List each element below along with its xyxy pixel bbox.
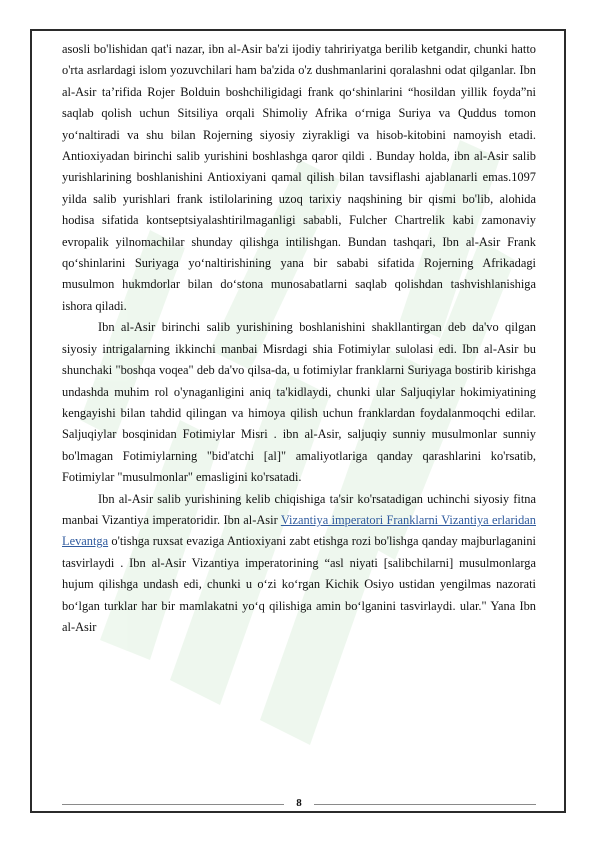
paragraph-text: Ibn al-Asir birinchi salib yurishining boshlanishini shakllantirgan deb da'vo qilgan siyosiy intrigalarning ikkinchi manbai Misrdagi shia Fotimiylar sulolasi edi. Ibn al-Asir bu shunchaki "boshqa voqea" deb da'vo qilsa-da, u fotimiylar franklarni Suriyaga bostirib kirishga undashda muhim rol o'ynaganligini aniq ta'kidlaydi, chunki ular Saljuqiylar hokimiyatining kengayishi bilan tahdid qilingan va himoya qilish uchun franklardan foydalanmoqchi edilar. Saljuqiylar bosqinidan Fotimiylar Misri . ibn al-Asir, saljuqiy sunniy musulmonlar sunniy bo'lmagan Fotimiylarning "bid'atchi [al]" amaliyotlariga qanday qarashlarini ko'rsatib, Fotimiylar "musulmonlar" emasligini ko'rsatadi. <box>62 320 536 485</box>
inline-link[interactable]: Vizantiya imperatori Franklarni Vizantiya erlaridan Levantga <box>62 512 536 549</box>
body-text <box>62 39 536 638</box>
page-number: 8 <box>296 797 302 809</box>
paragraph <box>62 317 536 488</box>
paragraph-text: o'tishga ruxsat evaziga Antioxiyani zabt etishga rozi bo'lishga qanday majburlaganini tasvirlaydi . Ibn al-Asir Vizantiya imperatorining “asl niyati [salibchilarni] musulmonlarga hujum qilishga undash edi, chunki u oʻzi koʻrgan Kichik Osiyo ustidan yengilmas nazorati boʻlgan turklar har bir mamlakatni yoʻq qilishiga amin boʻlganini tasvirlaydi. ular." Yana Ibn al-Asir <box>62 534 536 634</box>
paragraph <box>62 489 536 639</box>
page-footer <box>62 797 536 813</box>
paragraph <box>62 39 536 317</box>
paragraph-text: asosli bo'lishidan qat'i nazar, ibn al-Asir ba'zi ijodiy tahririyatga berilib ketgandir, chunki hatto o'rta asrlardagi islom yozuvchilari ham ba'zida o'z dushmanlarini qoralashni odat qilganlar. Ibn al-Asir taʼrifida Rojer Bolduin boshchiligidagi frank qoʻshinlarini “hosildan yillik foyda”ni saqlab qolish uchun Sitsiliya orqali Shimoliy Afrika oʻrniga Suriya va Quddus tomon yoʻnaltiradi va shu bilan Rojerning siyosiy ziyrakligi va hisob-kitobini namoyish etadi. Antioxiyadan birinchi salib yurishini boshlashga qaror qildi . Bunday holda, ibn al-Asir salib yurishlarining boshlanishini Antioxiyani qamal qilish bilan tavsiflashi ajablanarli emas.1097 yilda salib yurishlari frank istilolarining uzoq tarixiy naqshining bir qismi bo'lib, alohida hodisa sifatida kontseptsiyalashtirilmaganligi sababli, Fulcher Chartrelik kabi zamonaviy evropalik yilnomachilar shunday qilishga intilishgan. Bundan tashqari, Ibn al-Asir Frank qoʻshinlarini Suriyaga yoʻnaltirishining yana bir sababi sifatida Rojerning Afrikadagi musulmon hukmdorlar bilan doʻstona munosabatlarni saqlab qolishdan tashvishlanishiga ishora qiladi. <box>62 42 536 313</box>
paragraph-text: Ibn al-Asir salib yurishining kelib chiqishiga ta'sir ko'rsatadigan uchinchi siyosiy fitna manbai Vizantiya imperatoridir. Ibn al-Asir <box>62 491 536 527</box>
footer-rule-right <box>314 804 536 805</box>
